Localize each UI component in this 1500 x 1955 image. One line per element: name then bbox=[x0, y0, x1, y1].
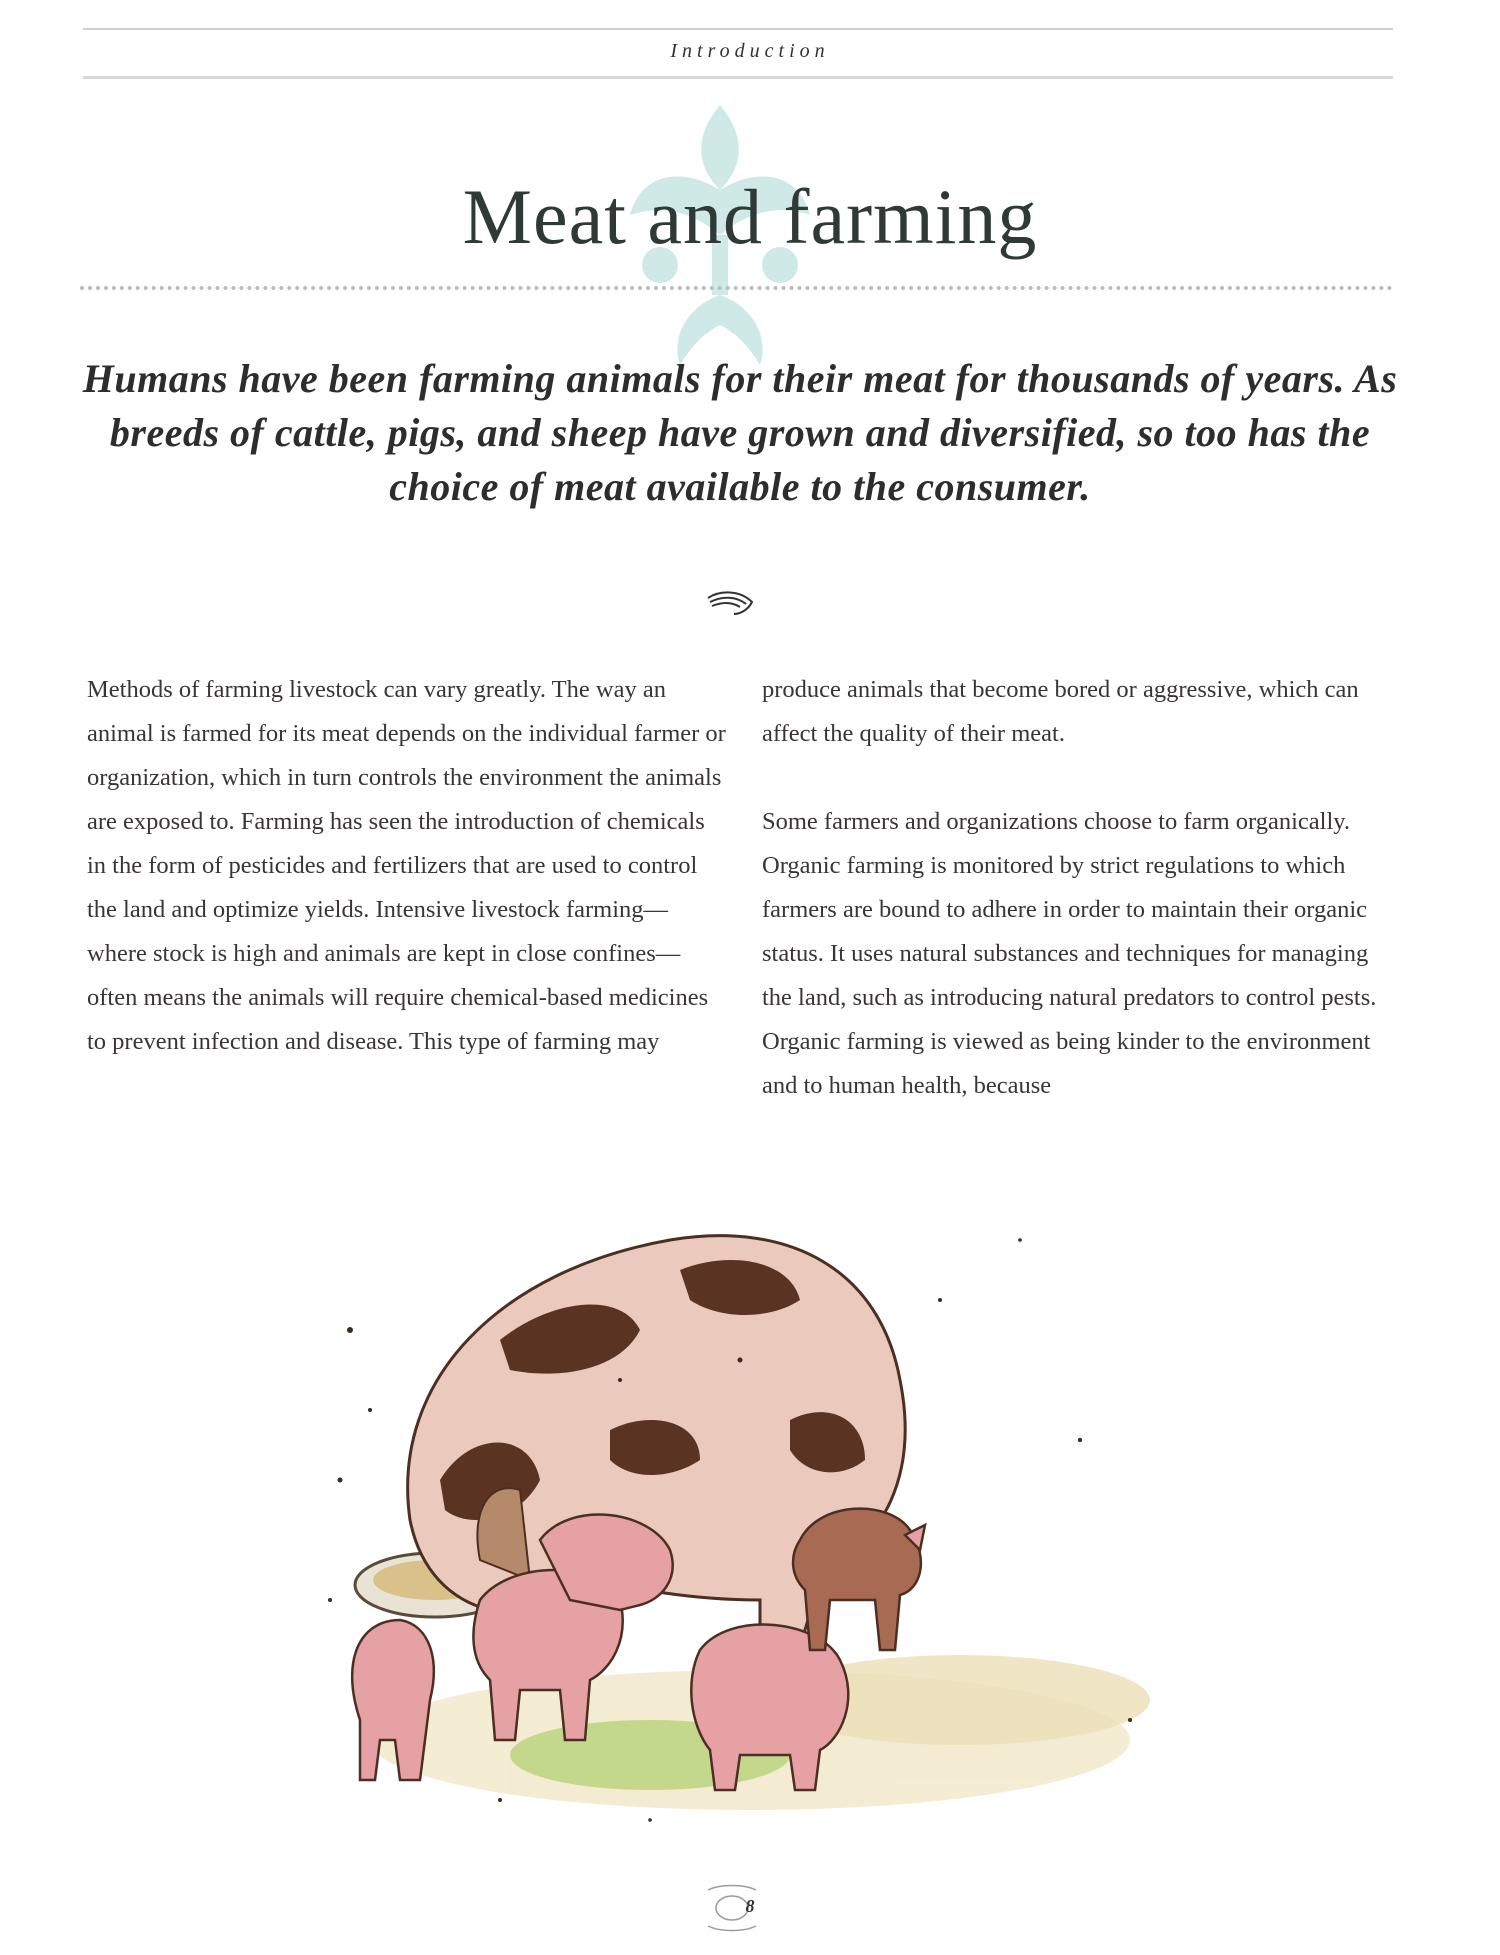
swash-ornament-icon bbox=[700, 580, 760, 620]
body-column-left bbox=[87, 668, 727, 1064]
body-paragraph: Some farmers and organizations choose to farm organically. Organic farming is monitored by strict regulations to which farmers are bound to adhere in order to maintain their organic status. It uses natural substances and techniques for managing the land, such as introducing natural predators to control pests. Organic farming is viewed as being kinder to the environment and to human health, because bbox=[762, 808, 1377, 1099]
dotted-divider bbox=[80, 286, 1393, 290]
header-rule-top bbox=[83, 28, 1393, 30]
running-head: Introduction bbox=[670, 40, 830, 62]
lede-paragraph: Humans have been farming animals for their meat for thousands of years. As breeds of cattle, pigs, and sheep have grown and diversified, so too has the choice of meat available to the consumer. bbox=[82, 356, 1398, 509]
page-number: 8 bbox=[745, 1896, 755, 1916]
body-column-right bbox=[762, 668, 1402, 1108]
body-paragraph: Methods of farming livestock can vary greatly. The way an animal is farmed for its meat depends on the individual farmer or organization, which in turn controls the environment the animals are exposed to. Farming has seen the introduction of chemicals in the form of pesticides and fertilizers that are used to control the land and optimize yields. Intensive livestock farming—where stock is high and animals are kept in close confines—often means the animals will require chemical-based medicines to prevent infection and disease. This type of farming may bbox=[87, 676, 726, 1055]
sow-with-piglets-illustration bbox=[320, 1180, 1180, 1840]
header-rule-bottom bbox=[83, 76, 1393, 79]
body-paragraph: produce animals that become bored or aggressive, which can affect the quality of their meat. bbox=[762, 676, 1359, 747]
page-title: Meat and farming bbox=[462, 173, 1038, 260]
